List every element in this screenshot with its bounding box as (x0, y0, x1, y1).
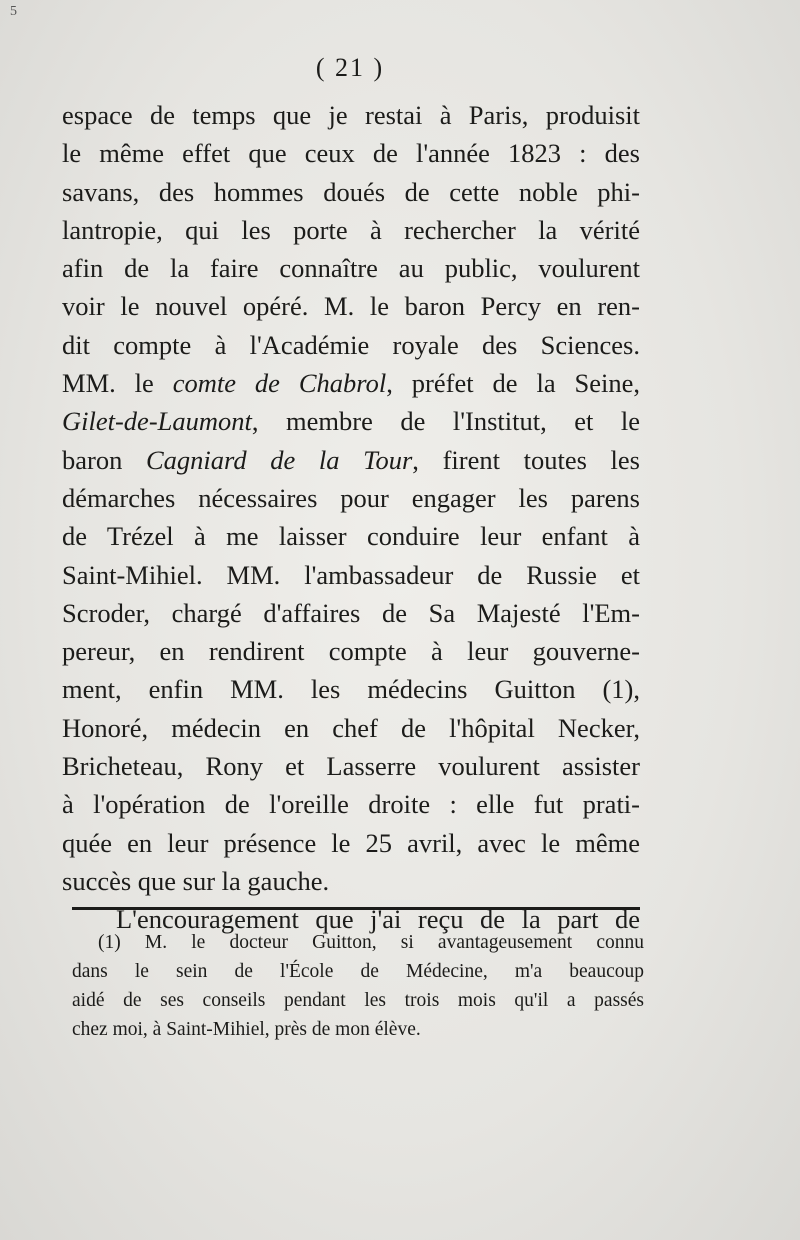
text-line (62, 364, 640, 402)
text-line: Scroder, chargé d'affaires de Sa Majesté l'Em- (62, 597, 640, 628)
text-line: quée en leur présence le 25 avril, avec le même (62, 827, 640, 858)
italic-name: Gilet-de-Laumont (62, 406, 252, 437)
text-run: , préfet de la Seine, (386, 368, 641, 399)
text-line: espace de temps que je restai à Paris, produisit (62, 100, 640, 130)
body-text (62, 96, 640, 939)
text-line: Honoré, médecin en chef de l'hôpital Necker, (62, 712, 640, 743)
text-run: , membre de l'Institut, et le (251, 406, 640, 437)
page-edge-mark: 5 (10, 4, 17, 19)
italic-name: comte de Chabrol (172, 368, 387, 399)
text-run: MM. le (62, 368, 173, 399)
text-line: pereur, en rendirent compte à leur gouverne- (62, 636, 640, 667)
text-line: démarches nécessaires pour engager les parens (62, 482, 640, 513)
footnote-line: chez moi, à Saint-Mihiel, près de mon élève. (72, 1019, 421, 1040)
text-line: lantropie, qui les porte à rechercher la vérité (62, 214, 640, 245)
text-run: baron (62, 444, 146, 475)
footnote (72, 928, 644, 1044)
text-line: de Trézel à me laisser conduire leur enfant à (62, 521, 640, 552)
text-line (62, 402, 640, 440)
text-line (62, 441, 640, 479)
text-line: dit compte à l'Académie royale des Sciences. (62, 329, 640, 360)
paragraph-start-line: L'encouragement que j'ai reçu de la part de (116, 904, 640, 935)
text-line: voir le nouvel opéré. M. le baron Percy en ren- (62, 291, 640, 322)
footnote-rule (72, 907, 640, 910)
text-line: Bricheteau, Rony et Lasserre voulurent assister (62, 751, 640, 782)
text-line: ment, enfin MM. les médecins Guitton (1), (62, 674, 640, 705)
footnote-line: dans le sein de l'École de Médecine, m'a beaucoup (72, 961, 644, 982)
text-line: Saint-Mihiel. MM. l'ambassadeur de Russie et (62, 559, 640, 590)
text-line: savans, des hommes doués de cette noble phi- (62, 176, 640, 207)
paragraph-end-line: succès que sur la gauche. (62, 865, 330, 896)
text-run: , firent toutes les (412, 444, 640, 475)
text-line: le même effet que ceux de l'année 1823 : des (62, 138, 640, 169)
footnote-line: aidé de ses conseils pendant les trois mois qu'il a passés (72, 990, 644, 1011)
text-line: afin de la faire connaître au public, voulurent (62, 253, 640, 284)
italic-name: Cagniard de la Tour (145, 444, 413, 475)
text-line: à l'opération de l'oreille droite : elle fut prati- (62, 789, 640, 820)
footnote-line: (1) M. le docteur Guitton, si avantageusement connu (98, 932, 644, 953)
page-number: ( 21 ) (315, 53, 385, 82)
